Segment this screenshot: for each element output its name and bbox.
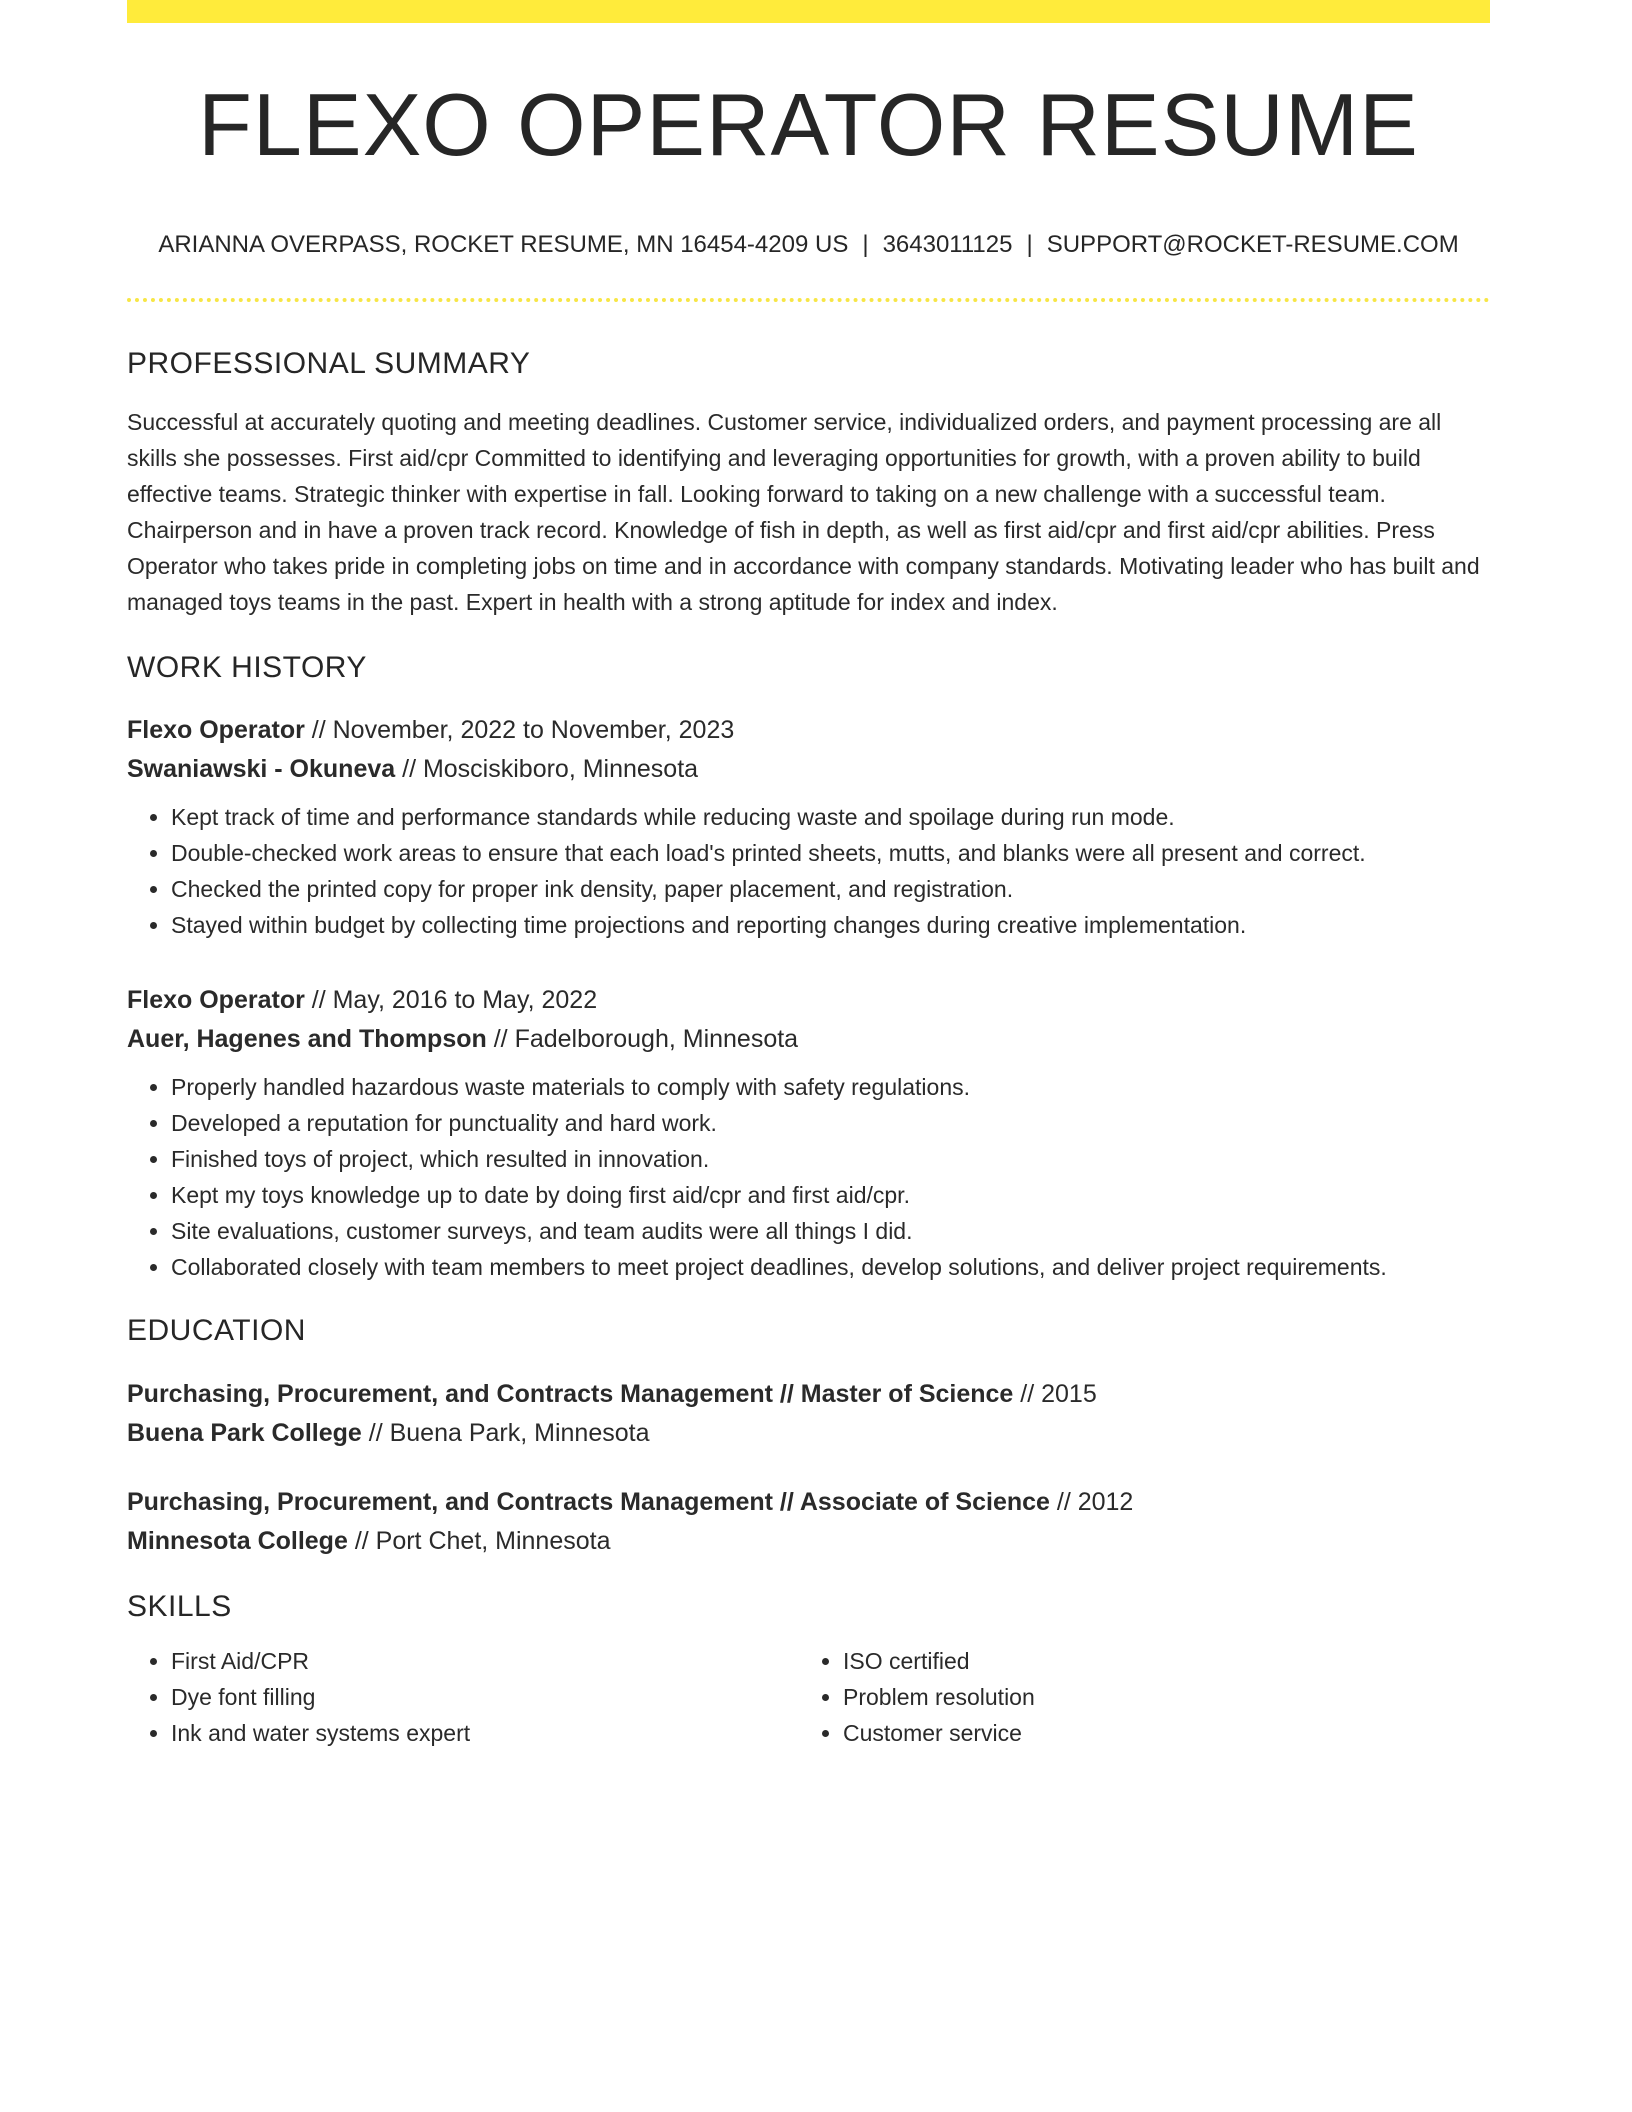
job-duty-item: • Developed a reputation for punctuality and hard work. <box>171 1105 1490 1141</box>
job-company-line <box>127 750 1490 789</box>
education-year: // 2012 <box>1049 1487 1134 1516</box>
education-degree: Purchasing, Procurement, and Contracts Management // Associate of Science <box>127 1487 1050 1516</box>
skills-list <box>127 1643 799 1751</box>
summary-text: Successful at accurately quoting and meeting deadlines. Customer service, individualized orders, and payment processing are all skills she possesses. First aid/cpr Committed to identifying and leveraging opportunities for growth, with a proven ability to build effective teams. Strategic thinker with expertise in fall. Looking forward to taking on a new challenge with a successful team. Chairperson and in have a proven track record. Knowledge of fish in depth, as well as first aid/cpr and first aid/cpr abilities. Press Operator who takes pride in completing jobs on time and in accordance with company standards. Motivating leader who has built and managed toys teams in the past. Expert in health with a strong aptitude for index and index. <box>127 408 1480 615</box>
contact-line <box>127 231 1490 260</box>
job-entry <box>127 711 1490 943</box>
job-company-line <box>127 1020 1490 1059</box>
contact-separator: | <box>862 231 869 258</box>
job-title-line <box>127 981 1490 1020</box>
contact-address: ARIANNA OVERPASS, ROCKET RESUME, MN 16454-4209 US <box>158 231 849 258</box>
job-dates: // May, 2016 to May, 2022 <box>304 985 598 1014</box>
contact-email: SUPPORT@ROCKET-RESUME.COM <box>1046 231 1459 258</box>
skill-item: • Problem resolution <box>843 1679 1471 1715</box>
education-year: // 2015 <box>1013 1379 1097 1408</box>
education-entry <box>127 1375 1490 1453</box>
education-school: Minnesota College <box>127 1526 348 1555</box>
job-company: Auer, Hagenes and Thompson <box>127 1024 487 1053</box>
education-school: Buena Park College <box>127 1418 362 1447</box>
job-dates: // November, 2022 to November, 2023 <box>304 715 735 744</box>
education-location: // Buena Park, Minnesota <box>361 1418 650 1447</box>
education-school-line <box>127 1522 1490 1561</box>
job-title: Flexo Operator <box>127 715 305 744</box>
header-divider <box>127 298 1490 302</box>
job-duty-item: • Stayed within budget by collecting time projections and reporting changes during creative implementation. <box>171 907 1490 943</box>
skill-item: • ISO certified <box>843 1643 1471 1679</box>
contact-separator: | <box>1026 231 1033 258</box>
skills-heading: SKILLS <box>127 1589 232 1623</box>
education-location: // Port Chet, Minnesota <box>347 1526 611 1555</box>
job-duty-item: • Collaborated closely with team members to meet project deadlines, develop solutions, and deliver project requirements. <box>171 1249 1490 1285</box>
skills-list <box>799 1643 1471 1751</box>
job-duty-item: • Finished toys of project, which resulted in innovation. <box>171 1141 1490 1177</box>
job-location: // Fadelborough, Minnesota <box>486 1024 799 1053</box>
job-duty-item: • Checked the printed copy for proper ink density, paper placement, and registration. <box>171 871 1490 907</box>
job-duty-item: • Properly handled hazardous waste materials to comply with safety regulations. <box>171 1069 1490 1105</box>
education-degree: Purchasing, Procurement, and Contracts Management // Master of Science <box>127 1379 1014 1408</box>
job-duty-item: • Kept my toys knowledge up to date by doing first aid/cpr and first aid/cpr. <box>171 1177 1490 1213</box>
skills-column-right <box>799 1643 1471 1751</box>
skill-item: • Customer service <box>843 1715 1471 1751</box>
job-title-line <box>127 711 1490 750</box>
education-entry <box>127 1483 1490 1561</box>
job-title: Flexo Operator <box>127 985 305 1014</box>
resume-page <box>127 0 1490 1751</box>
education-degree-line <box>127 1483 1490 1522</box>
job-entry <box>127 981 1490 1285</box>
contact-phone: 3643011125 <box>882 231 1013 258</box>
job-company: Swaniawski - Okuneva <box>127 754 396 783</box>
job-location: // Mosciskiboro, Minnesota <box>395 754 699 783</box>
education-heading: EDUCATION <box>127 1313 306 1347</box>
job-duties <box>127 799 1490 943</box>
job-duties <box>127 1069 1490 1285</box>
education-school-line <box>127 1414 1490 1453</box>
resume-title: FLEXO OPERATOR RESUME <box>198 75 1419 174</box>
summary-heading: PROFESSIONAL SUMMARY <box>127 346 531 380</box>
accent-bar <box>127 0 1490 23</box>
job-duty-item: • Kept track of time and performance standards while reducing waste and spoilage during run mode. <box>171 799 1490 835</box>
skills-columns <box>127 1643 1490 1751</box>
job-duty-item: • Double-checked work areas to ensure that each load's printed sheets, mutts, and blanks were all present and correct. <box>171 835 1490 871</box>
education-degree-line <box>127 1375 1490 1414</box>
skills-column-left <box>127 1643 799 1751</box>
skill-item: • First Aid/CPR <box>171 1643 799 1679</box>
work-history-heading: WORK HISTORY <box>127 650 367 684</box>
skill-item: • Ink and water systems expert <box>171 1715 799 1751</box>
job-duty-item: • Site evaluations, customer surveys, and team audits were all things I did. <box>171 1213 1490 1249</box>
skill-item: • Dye font filling <box>171 1679 799 1715</box>
